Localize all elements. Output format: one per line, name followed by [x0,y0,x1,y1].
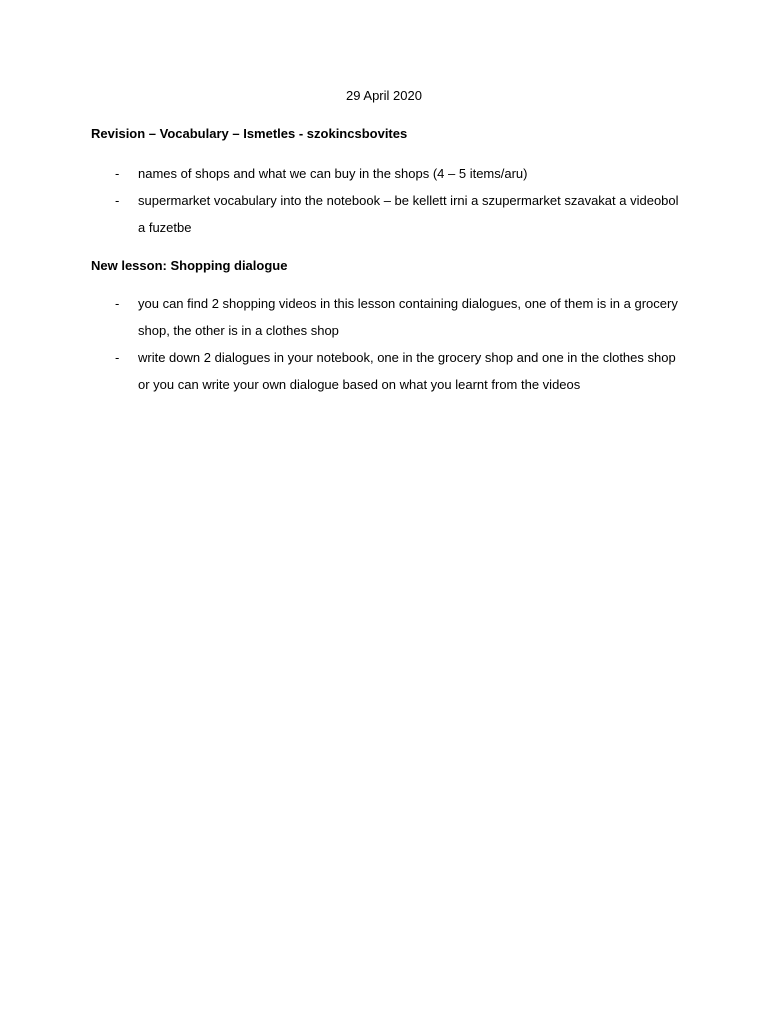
list-item [0,344,768,398]
lesson-item-text: write down 2 dialogues in your notebook, one in the grocery shop and one in the clothes shop or you can write your own dialogue based on what you learnt from the videos [138,350,676,392]
revision-list [0,160,768,241]
list-item [0,290,768,344]
list-item [0,187,768,241]
revision-item-text: supermarket vocabulary into the notebook – be kellett irni a szupermarket szavakat a videobol a fuzetbe [138,193,679,235]
bullet-dash: - [115,193,120,208]
bullet-dash: - [115,296,120,311]
revision-item-text: names of shops and what we can buy in the shops (4 – 5 items/aru) [138,166,528,181]
bullet-dash: - [115,350,120,365]
bullet-dash: - [115,166,120,181]
document-date: 29 April 2020 [346,88,422,103]
lesson-heading: New lesson: Shopping dialogue [91,258,288,273]
list-item [0,160,768,187]
revision-heading: Revision – Vocabulary – Ismetles - szokincsbovites [91,126,408,141]
lesson-item-text: you can find 2 shopping videos in this lesson containing dialogues, one of them is in a grocery shop, the other is in a clothes shop [138,296,678,338]
lesson-list [0,290,768,398]
